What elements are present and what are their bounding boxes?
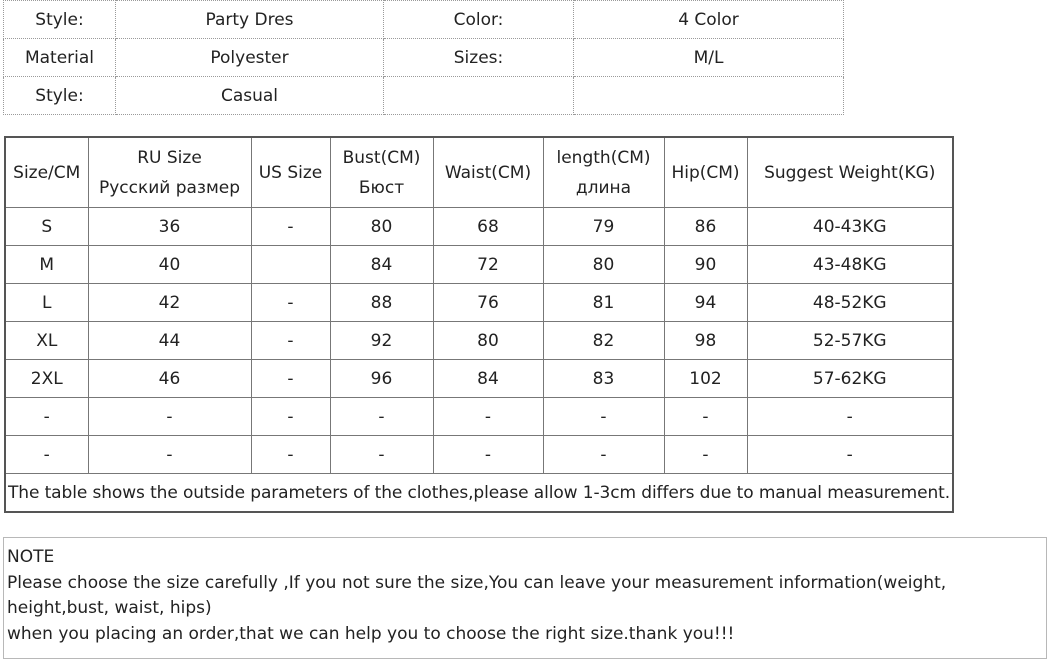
table-cell: 102 xyxy=(664,360,747,398)
table-cell: 82 xyxy=(543,322,664,360)
table-cell: 94 xyxy=(664,284,747,322)
table-cell: XL xyxy=(5,322,88,360)
table-cell: 88 xyxy=(330,284,433,322)
table-cell: 2XL xyxy=(5,360,88,398)
spec-value: 4 Color xyxy=(574,1,844,39)
table-cell: - xyxy=(88,436,251,474)
column-header-sublabel: Бюст xyxy=(358,177,405,198)
column-header-sublabel: длина xyxy=(575,177,632,198)
spec-label: Sizes: xyxy=(384,39,574,77)
size-chart-table xyxy=(4,136,954,513)
table-row xyxy=(5,436,953,474)
table-cell: L xyxy=(5,284,88,322)
table-cell: 76 xyxy=(433,284,543,322)
column-header-label: Size/CM xyxy=(13,162,81,183)
table-cell: 42 xyxy=(88,284,251,322)
column-header xyxy=(543,137,664,208)
table-cell: - xyxy=(5,398,88,436)
table-cell: 46 xyxy=(88,360,251,398)
table-cell: 40 xyxy=(88,246,251,284)
note-box xyxy=(3,537,1047,659)
table-row xyxy=(5,208,953,246)
table-cell: 52-57KG xyxy=(747,322,953,360)
column-header xyxy=(251,137,330,208)
table-cell: 72 xyxy=(433,246,543,284)
column-header xyxy=(433,137,543,208)
note-text-line-1: Please choose the size carefully ,If you not sure the size,You can leave your measurement information(weight, height,bust, waist, hips) xyxy=(7,573,947,618)
spec-value: M/L xyxy=(574,39,844,77)
table-cell: 57-62KG xyxy=(747,360,953,398)
table-cell: 83 xyxy=(543,360,664,398)
table-cell xyxy=(251,246,330,284)
table-cell: 96 xyxy=(330,360,433,398)
table-cell: - xyxy=(330,436,433,474)
table-cell: 90 xyxy=(664,246,747,284)
column-header-label: Suggest Weight(KG) xyxy=(764,162,936,183)
column-header-label: Bust(CM) xyxy=(342,147,421,168)
table-cell: 48-52KG xyxy=(747,284,953,322)
spec-label: Color: xyxy=(384,1,574,39)
table-cell: - xyxy=(251,208,330,246)
table-cell: 86 xyxy=(664,208,747,246)
column-header-label: Hip(CM) xyxy=(671,162,740,183)
table-cell: 92 xyxy=(330,322,433,360)
size-table-footnote: The table shows the outside parameters of the clothes,please allow 1-3cm differs due to manual measurement. xyxy=(5,474,953,513)
column-header xyxy=(88,137,251,208)
table-cell: - xyxy=(433,436,543,474)
spec-value: Party Dres xyxy=(116,1,384,39)
size-table-header-row xyxy=(5,137,953,208)
spec-row xyxy=(4,77,844,115)
note-text-line-2: when you placing an order,that we can help you to choose the right size.thank you!!! xyxy=(7,624,735,644)
column-header-label: Waist(CM) xyxy=(444,162,532,183)
column-header xyxy=(664,137,747,208)
spec-label xyxy=(384,77,574,115)
table-cell: 40-43KG xyxy=(747,208,953,246)
size-table-footnote-row xyxy=(5,474,953,513)
spec-row xyxy=(4,39,844,77)
table-cell: - xyxy=(747,398,953,436)
table-cell: - xyxy=(251,398,330,436)
spec-value: Casual xyxy=(116,77,384,115)
table-cell: 80 xyxy=(543,246,664,284)
table-cell: - xyxy=(251,284,330,322)
spec-label: Style: xyxy=(4,77,116,115)
table-cell: 98 xyxy=(664,322,747,360)
column-header-label: length(CM) xyxy=(556,147,651,168)
table-cell: 80 xyxy=(330,208,433,246)
column-header xyxy=(747,137,953,208)
table-cell: - xyxy=(5,436,88,474)
table-cell: 36 xyxy=(88,208,251,246)
table-cell: - xyxy=(664,436,747,474)
spec-label: Style: xyxy=(4,1,116,39)
table-cell: 80 xyxy=(433,322,543,360)
column-header xyxy=(330,137,433,208)
spec-row xyxy=(4,1,844,39)
table-row xyxy=(5,322,953,360)
product-spec-table xyxy=(3,0,844,115)
table-cell: M xyxy=(5,246,88,284)
table-row xyxy=(5,360,953,398)
table-cell: S xyxy=(5,208,88,246)
table-cell: - xyxy=(664,398,747,436)
table-cell: - xyxy=(433,398,543,436)
table-cell: 44 xyxy=(88,322,251,360)
column-header-sublabel: Русский размер xyxy=(98,177,241,198)
table-row xyxy=(5,246,953,284)
spec-label: Material xyxy=(4,39,116,77)
note-title: NOTE xyxy=(7,547,55,567)
table-cell: - xyxy=(543,398,664,436)
column-header-label: RU Size xyxy=(137,147,202,168)
table-cell: 84 xyxy=(330,246,433,284)
table-cell: - xyxy=(88,398,251,436)
column-header xyxy=(5,137,88,208)
table-cell: - xyxy=(251,322,330,360)
table-cell: - xyxy=(251,436,330,474)
table-cell: 81 xyxy=(543,284,664,322)
table-cell: 68 xyxy=(433,208,543,246)
spec-value: Polyester xyxy=(116,39,384,77)
table-row xyxy=(5,284,953,322)
table-cell: - xyxy=(330,398,433,436)
spec-value xyxy=(574,77,844,115)
table-cell: 79 xyxy=(543,208,664,246)
table-cell: - xyxy=(543,436,664,474)
table-cell: - xyxy=(251,360,330,398)
table-cell: 84 xyxy=(433,360,543,398)
table-cell: 43-48KG xyxy=(747,246,953,284)
table-cell: - xyxy=(747,436,953,474)
table-row xyxy=(5,398,953,436)
column-header-label: US Size xyxy=(258,162,323,183)
